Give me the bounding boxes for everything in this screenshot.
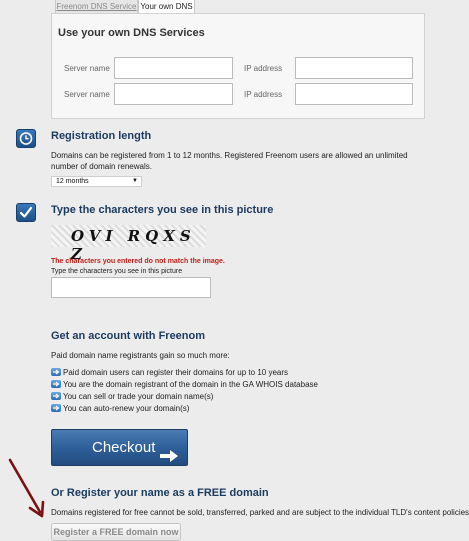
account-intro: Paid domain name registrants gain so much more: (51, 351, 230, 360)
dns-panel-title: Use your own DNS Services (58, 27, 205, 39)
tab-own-dns[interactable]: Your own DNS (138, 0, 195, 14)
captcha-input[interactable] (51, 277, 211, 298)
captcha-title: Type the characters you see in this picture (51, 204, 274, 216)
register-free-domain-button[interactable]: Register a FREE domain now (51, 523, 181, 541)
arrow-right-icon (159, 441, 179, 476)
free-domain-description: Domains registered for free cannot be sold, transferred, parked and are subject to the individual TLD's content policies (51, 508, 469, 517)
server-name-label-2: Server name (64, 90, 110, 99)
arrow-right-icon (51, 368, 61, 376)
annotation-arrow (6, 458, 48, 527)
checkout-button[interactable] (51, 429, 188, 466)
checkmark-icon (16, 203, 36, 222)
clock-icon (16, 129, 36, 148)
chevron-down-icon: ▼ (132, 178, 138, 184)
captcha-image-text: OVI RQXS Z (71, 227, 196, 263)
captcha-error-message: The characters you entered do not match the image. (51, 258, 225, 265)
arrow-right-icon (51, 404, 61, 412)
registration-period-select[interactable] (51, 176, 142, 187)
own-dns-panel (51, 13, 425, 119)
benefit-text: Paid domain users can register their domains for up to 10 years (63, 368, 289, 377)
server-name-input-2[interactable] (114, 83, 233, 105)
ip-address-label-1: IP address (244, 64, 283, 73)
captcha-field-label: Type the characters you see in this picture (51, 268, 183, 275)
ip-address-label-2: IP address (244, 90, 283, 99)
arrow-right-icon (51, 392, 61, 400)
ip-address-input-2[interactable] (295, 83, 413, 105)
account-title: Get an account with Freenom (51, 330, 206, 342)
checkout-label: Checkout (92, 439, 156, 456)
benefit-text: You can sell or trade your domain name(s) (63, 392, 214, 401)
arrow-right-icon (51, 380, 61, 388)
tab-freenom-dns[interactable]: Freenom DNS Service (55, 0, 138, 14)
ip-address-input-1[interactable] (295, 57, 413, 79)
registration-length-title: Registration length (51, 130, 152, 142)
registration-period-value: 12 months (56, 178, 89, 185)
benefit-text: You are the domain registrant of the domain in the GA WHOIS database (63, 380, 318, 389)
registration-length-description: Domains can be registered from 1 to 12 months. Registered Freenom users are allowed an unlimited number of domain renewals. (51, 151, 408, 171)
server-name-label-1: Server name (64, 64, 110, 73)
free-domain-title: Or Register your name as a FREE domain (51, 487, 269, 499)
benefit-text: You can auto-renew your domain(s) (63, 404, 190, 413)
server-name-input-1[interactable] (114, 57, 233, 79)
